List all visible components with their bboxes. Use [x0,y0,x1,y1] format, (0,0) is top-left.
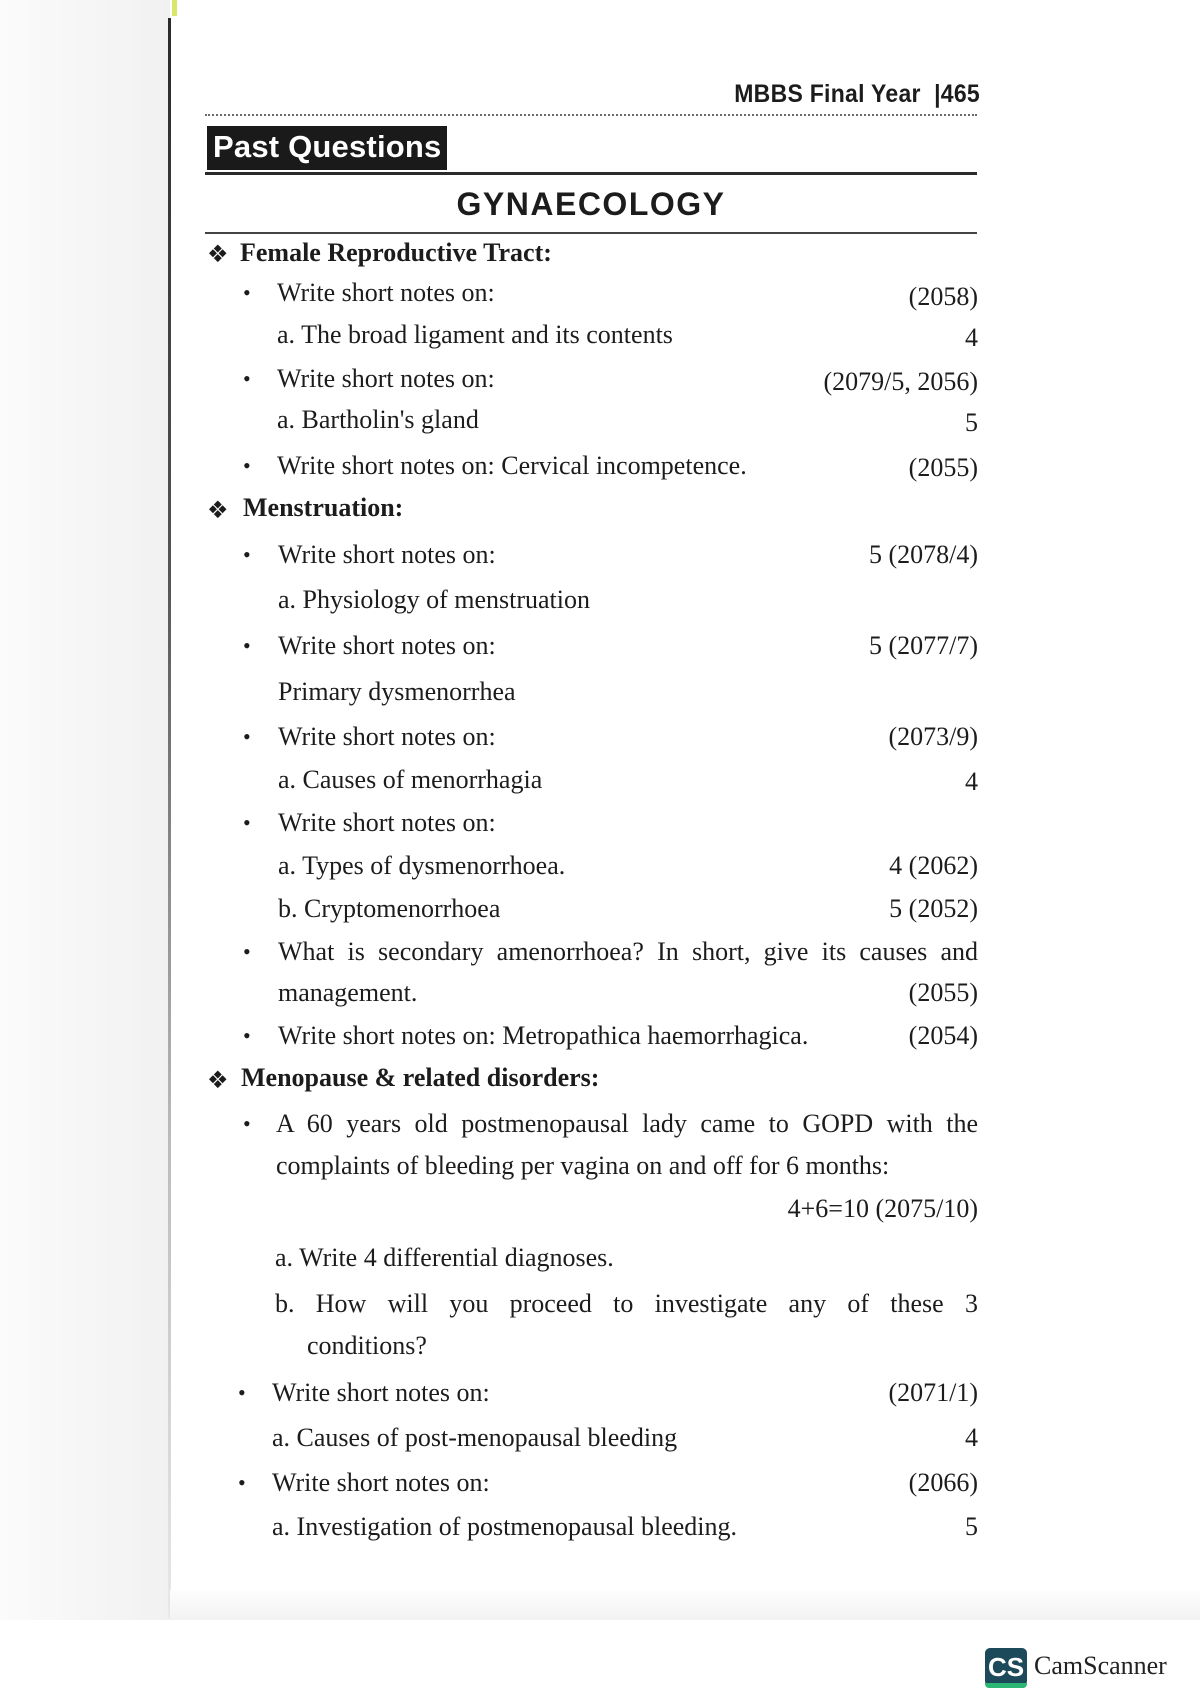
subject-title: GYNAECOLOGY [456,186,726,222]
bullet-icon: • [243,1023,251,1048]
subquestion-text: a. Types of dysmenorrhoea. [278,851,566,880]
diamond-bullet-icon: ❖ [207,496,229,524]
question-year: 4+6=10 (2075/10) [787,1194,978,1223]
bullet-icon: • [238,1380,246,1405]
subquestion-marks: 4 [965,323,978,352]
subquestion-text: b. Cryptomenorrhoea [278,894,501,923]
scan-page-shadow [0,0,170,1620]
section-heading: Female Reproductive Tract: [240,238,552,267]
question-text: Write short notes on: [278,540,496,569]
bullet-icon: • [243,1111,251,1136]
subquestion-marks: 4 [965,1423,978,1452]
subquestion-text: a. Bartholin's gland [277,405,479,434]
bullet-icon: • [243,280,251,305]
scan-page-edge [168,18,171,1618]
question-text: Write short notes on: Metropathica haemorrhagica. [278,1021,809,1050]
bullet-icon: • [243,724,251,749]
question-text-continued: complaints of bleeding per vagina on and off for 6 months: [276,1151,890,1180]
diamond-bullet-icon: ❖ [207,240,229,268]
subquestion-marks: 5 [965,1512,978,1541]
subquestion-text: a. Causes of menorrhagia [278,765,543,794]
subquestion-marks: 5 (2052) [889,894,978,923]
question-year: (2066) [908,1468,978,1497]
question-text: Write short notes on: [277,364,495,393]
subquestion-text-continued: conditions? [307,1331,427,1360]
bullet-icon: • [243,939,251,964]
question-year: 5 (2078/4) [868,540,978,569]
subquestion-marks: 5 [965,408,978,437]
question-text: Write short notes on: [278,722,496,751]
question-text: Write short notes on: [278,631,496,660]
subquestion-marks: 4 (2062) [889,851,978,880]
camscanner-logo-icon: CS [985,1648,1027,1686]
question-text: Write short notes on: [272,1378,490,1407]
section-badge: Past Questions [207,126,447,170]
section-heading: Menopause & related disorders: [241,1063,600,1092]
diamond-bullet-icon: ❖ [207,1066,229,1094]
question-text: Write short notes on: Cervical incompetence. [277,451,747,480]
question-text: A 60 years old postmenopausal lady came to GOPD with the [276,1109,978,1138]
header-dotted-rule [205,114,977,116]
subquestion-marks: 4 [965,767,978,796]
bullet-icon: • [243,810,251,835]
subquestion-text: Primary dysmenorrhea [278,677,516,706]
question-year: (2055) [908,453,978,482]
scan-page-bottom-shadow [170,1590,1200,1620]
subquestion-text: a. Investigation of postmenopausal bleeding. [272,1512,738,1541]
question-year: (2054) [908,1021,978,1050]
title-rule [205,232,977,234]
question-year: (2079/5, 2056) [823,367,978,396]
question-year: (2071/1) [888,1378,978,1407]
subquestion-text: b. How will you proceed to investigate any of these 3 [275,1289,978,1318]
bullet-icon: • [243,633,251,658]
scan-edge-mark [172,0,177,16]
question-text: Write short notes on: [277,278,495,307]
page-number: |465 [934,80,980,108]
question-year: 5 (2077/7) [868,631,978,660]
running-head [713,80,980,109]
subquestion-text: a. Write 4 differential diagnoses. [275,1243,614,1272]
question-year: (2055) [908,978,978,1007]
subquestion-text: a. The broad ligament and its contents [277,320,673,349]
subquestion-text: a. Causes of post-menopausal bleeding [272,1423,678,1452]
question-year: (2073/9) [888,722,978,751]
subquestion-text: a. Physiology of menstruation [278,585,590,614]
question-text: What is secondary amenorrhoea? In short, give its causes and [278,937,978,966]
question-year: (2058) [908,282,978,311]
camscanner-logo-bar [985,1683,1027,1688]
section-heading: Menstruation: [243,493,404,522]
bullet-icon: • [243,453,251,478]
question-text: Write short notes on: [272,1468,490,1497]
header-rule [205,172,977,175]
bullet-icon: • [238,1470,246,1495]
bullet-icon: • [243,366,251,391]
bullet-icon: • [243,542,251,567]
question-text-continued: management. [278,978,418,1007]
camscanner-name: CamScanner [1034,1651,1167,1680]
running-head-title: MBBS Final Year [734,80,921,108]
question-text: Write short notes on: [278,808,496,837]
